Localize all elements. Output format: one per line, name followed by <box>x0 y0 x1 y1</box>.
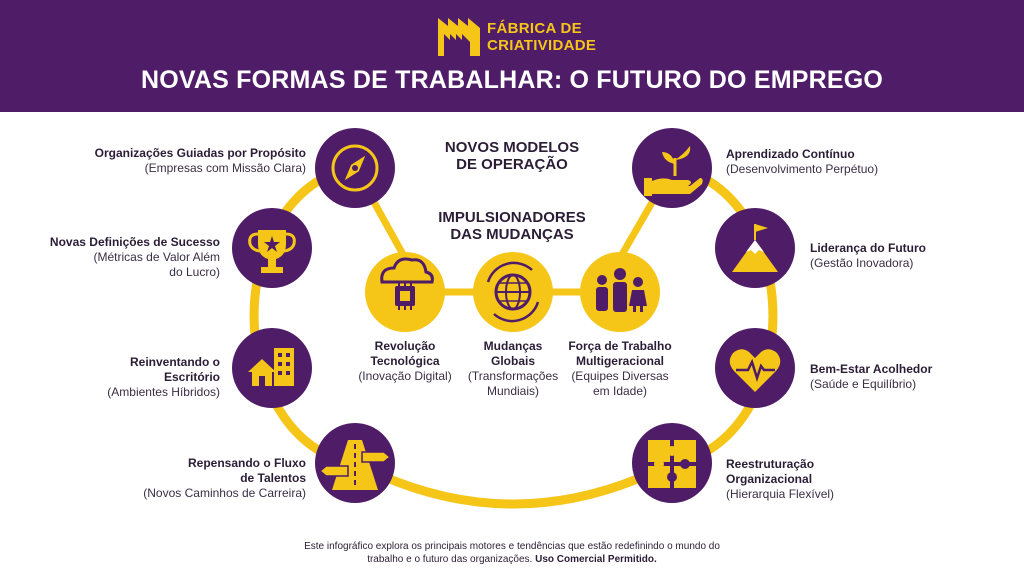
footer-license: Uso Comercial Permitido. <box>535 554 657 565</box>
label-subtitle: (Transformações <box>467 369 559 383</box>
footer-note <box>262 540 762 566</box>
people-icon <box>580 252 660 332</box>
label-subtitle: (Empresas com Missão Clara) <box>144 161 306 175</box>
label-title: Bem-Estar Acolhedor <box>810 362 933 376</box>
label-subtitle: (Hierarquia Flexível) <box>726 487 835 501</box>
label-subtitle: (Gestão Inovadora) <box>810 256 914 270</box>
label-title: Novas Definições de Sucesso <box>49 235 220 249</box>
cloud-chip-icon <box>365 252 445 332</box>
label-multigenerational-workforce <box>550 339 690 399</box>
label-title: Mudanças <box>483 339 543 353</box>
label-title: Liderança do Futuro <box>810 241 927 255</box>
label-subtitle-2: em Idade) <box>592 384 648 398</box>
building-icon <box>232 328 312 408</box>
label-title-2: Organizacional <box>726 472 813 486</box>
label-subtitle-2: do Lucro) <box>169 265 220 279</box>
label-talent-flow <box>143 456 306 501</box>
section-title-models <box>437 139 587 173</box>
label-title-2: de Talentos <box>240 471 306 485</box>
label-success-definitions <box>50 235 220 280</box>
footer-line-2-text: trabalho e o futuro das organizações. <box>367 554 533 565</box>
label-purpose-organizations <box>95 146 306 176</box>
label-title: Reinventando o <box>129 355 220 369</box>
label-wellbeing <box>810 362 932 392</box>
globe-icon <box>473 252 553 332</box>
road-icon <box>315 423 395 503</box>
label-title: Revolução <box>374 339 436 353</box>
label-subtitle-2: Mundiais) <box>486 384 540 398</box>
section-models-line-1: NOVOS MODELOS <box>444 139 580 156</box>
footer-line-2 <box>262 553 762 566</box>
label-title: Reestruturação <box>726 457 815 471</box>
label-title: Repensando o Fluxo <box>187 456 306 470</box>
label-subtitle: (Equipes Diversas <box>571 369 669 383</box>
puzzle-icon <box>632 423 712 503</box>
heart-pulse-icon <box>715 328 795 408</box>
page-title: NOVAS FORMAS DE TRABALHAR: O FUTURO DO EMPREGO <box>140 66 884 94</box>
label-title-2: Multigeracional <box>575 354 664 368</box>
label-future-leadership <box>810 241 926 271</box>
brand-line-1: FÁBRICA DE <box>487 20 582 37</box>
label-title-2: Globais <box>490 354 535 368</box>
label-title: Organizações Guiadas por Propósito <box>94 146 306 160</box>
mountain-flag-icon <box>715 208 795 288</box>
plant-hand-icon <box>632 128 712 208</box>
label-title: Aprendizado Contínuo <box>726 147 855 161</box>
section-drivers-line-2: DAS MUDANÇAS <box>450 226 574 243</box>
section-title-drivers <box>427 209 597 243</box>
trophy-icon <box>232 208 312 288</box>
label-title-2: Tecnológica <box>370 354 440 368</box>
label-org-restructuring <box>726 457 834 502</box>
brand-line-2: CRIATIVIDADE <box>487 37 597 54</box>
label-title-2: Escritório <box>163 370 220 384</box>
label-subtitle: (Ambientes Híbridos) <box>107 385 220 399</box>
label-title: Força de Trabalho <box>568 339 672 353</box>
ring-bottom-arc <box>355 463 672 504</box>
label-subtitle: (Desenvolvimento Perpétuo) <box>726 162 879 176</box>
label-continuous-learning <box>726 147 878 177</box>
label-subtitle: (Novos Caminhos de Carreira) <box>143 486 306 500</box>
section-models-line-2: DE OPERAÇÃO <box>456 156 568 173</box>
footer-line-1: Este infográfico explora os principais motores e tendências que estão redefinindo o mundo do <box>304 541 720 552</box>
section-drivers-line-1: IMPULSIONADORES <box>438 209 586 226</box>
compass-icon <box>315 128 395 208</box>
label-subtitle: (Inovação Digital) <box>358 369 452 383</box>
label-office-reinvention <box>107 355 220 400</box>
label-subtitle: (Saúde e Equilíbrio) <box>810 377 917 391</box>
label-subtitle: (Métricas de Valor Além <box>93 250 220 264</box>
